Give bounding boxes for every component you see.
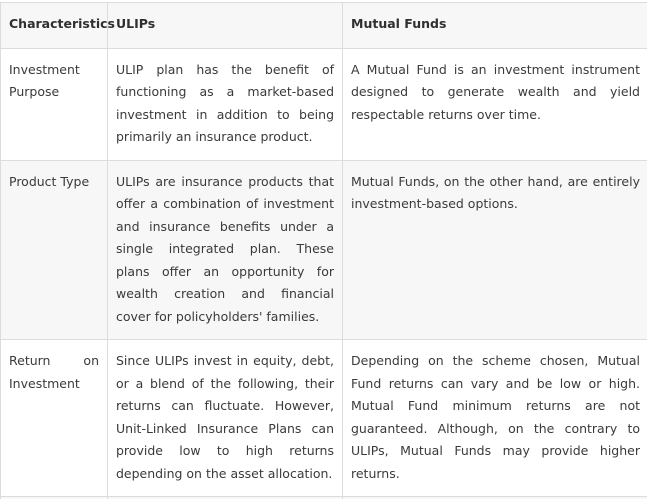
comparison-table — [0, 2, 647, 499]
header-ulips: ULIPs — [108, 3, 343, 49]
mutual-funds-text: A Mutual Fund is an investment instrument designed to generate wealth and yield respectable returns over time. — [351, 61, 640, 122]
characteristic-cell — [1, 160, 108, 340]
ulips-cell — [108, 340, 343, 497]
ulips-cell — [108, 160, 343, 340]
characteristic-cell — [1, 340, 108, 497]
table-row — [1, 160, 647, 340]
characteristic-label: Investment Purpose — [9, 61, 80, 99]
header-mutual-funds: Mutual Funds — [343, 3, 647, 49]
mutual-funds-cell — [343, 48, 647, 160]
header-characteristics: Characteristics — [1, 3, 108, 49]
mutual-funds-text: Depending on the scheme chosen, Mutual Fund returns can vary and be low or high. Mutual Fund minimum returns are not guaranteed. Although, on the contrary to ULIPs, Mutual Funds may provide higher returns. — [351, 353, 640, 481]
characteristic-label: Product Type — [9, 173, 90, 189]
ulips-text: ULIP plan has the benefit of functioning as a market-based investment in addition to being primarily an insurance product. — [116, 61, 334, 144]
mutual-funds-cell — [343, 160, 647, 340]
ulips-text: ULIPs are insurance products that offer a combination of investment and insurance benefits under a single integrated plan. These plans offer an opportunity for wealth creation and financial cover for policyholders' families. — [116, 173, 334, 324]
mutual-funds-text: Mutual Funds, on the other hand, are entirely investment-based options. — [351, 173, 640, 211]
characteristic-cell — [1, 48, 108, 160]
table-row — [1, 340, 647, 497]
table-header-row — [1, 3, 647, 49]
ulips-text: Since ULIPs invest in equity, debt, or a blend of the following, their returns can fluctuate. However, Unit-Linked Insurance Plans can provide low to high returns depending on the asset allocation. — [116, 353, 334, 481]
mutual-funds-cell — [343, 340, 647, 497]
characteristic-label: Return on Investment — [9, 353, 99, 391]
table-row — [1, 48, 647, 160]
ulips-cell — [108, 48, 343, 160]
